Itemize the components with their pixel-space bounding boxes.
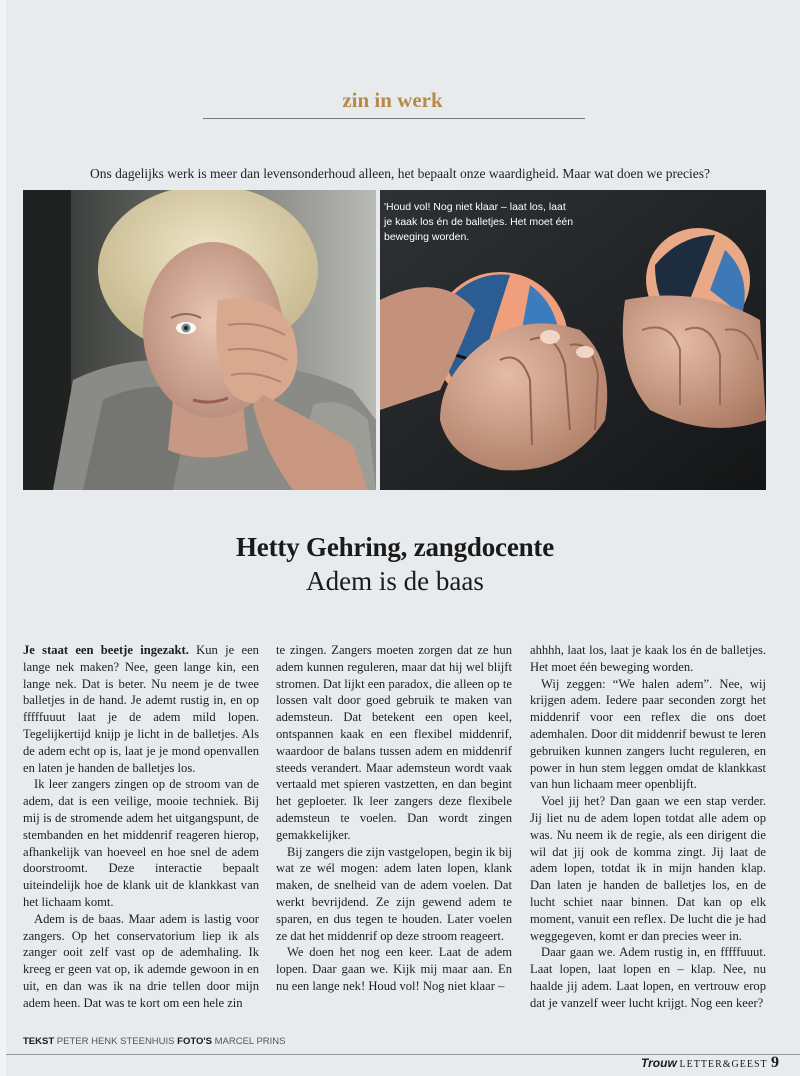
article-column-2 bbox=[276, 642, 512, 995]
credit-author: PETER HENK STEENHUIS bbox=[56, 1036, 175, 1047]
page-edge bbox=[0, 0, 6, 1076]
page-number: 9 bbox=[771, 1054, 779, 1071]
photo-caption: 'Houd vol! Nog niet klaar – laat los, laat je kaak los én de balletjes. Het moet één beweging worden. bbox=[384, 201, 574, 243]
article-headline: Hetty Gehring, zangdocente bbox=[236, 532, 554, 562]
portrait-photo bbox=[23, 190, 376, 490]
paragraph bbox=[23, 642, 259, 776]
article-column-3 bbox=[530, 642, 766, 1012]
intro-text: Ons dagelijks werk is meer dan levensonderhoud alleen, het bepaalt onze waardigheid. Maar wat doen we precies? bbox=[89, 166, 710, 181]
paragraph: ahhhh, laat los, laat je kaak los én de balletjes. Het moet één beweging worden. bbox=[530, 643, 766, 674]
footer-rule bbox=[6, 1054, 800, 1055]
paragraph: te zingen. Zangers moeten zorgen dat ze hun adem kunnen reguleren, maar dat hij wel blijft stromen. Dat lijkt een paradox, die alleen op te lossen valt door goed gebruik te maken van ademsteun. Dat betekent een open keel, ontspannen kaak en een flexibel middenrif, waardoor de balans tussen adem en middenrif steeds verandert. Maar ademsteun wordt vaak vertaald met spieren vastzetten, en dan begint het geploeter. Ik leer zangers deze flexibele ademsteun te voelen. Dan wordt zingen gemakkelijker. bbox=[276, 643, 512, 842]
lead-in: Je staat een beetje ingezakt. bbox=[23, 643, 189, 657]
paragraph: Adem is de baas. Maar adem is lastig voor zangers. Op het conservatorium liep ik als zanger ooit zelf vast op de ademhaling. Ik kreeg er geen vat op, ik ademde gewoon in en uit, en dan was ik na drie tellen door mijn adem heen. Dat was te kort om een hele zin bbox=[23, 911, 259, 1010]
paragraph: Wij zeggen: “We halen adem”. Nee, wij krijgen adem. Iedere paar seconden zorgt het middenrif voor een reflex die ons doet ademhalen. Door dit middenrif bewust te leren gebruiken kunnen zangers lucht reguleren, en power in hun stem leggen omdat de klankkast van hun lichaam meer openblijft. bbox=[530, 676, 766, 792]
paragraph: Daar gaan we. Adem rustig in, en fffffuuut. Laat lopen, laat lopen en – klap. Nee, nu haalde jij adem. Laat lopen, en vertrouw erop dat je vanzelf weer lucht krijgt. Nog een keer? bbox=[530, 945, 766, 1010]
photo-text-credits bbox=[23, 1036, 286, 1047]
paragraph: Bij zangers die zijn vastgelopen, begin ik bij wat ze wél mogen: adem laten lopen, klank maken, de snelheid van de adem voelen. Dat werkt bevrijdend. Ze zijn gewend adem te sparen, en dus tegen te houden. Later voelen ze dat het middenrif op deze stroom reageert. bbox=[276, 844, 512, 943]
paragraph: Voel jij het? Dan gaan we een stap verder. Jij liet nu de adem lopen totdat alle adem op was. Nu neem ik de regie, als een dirigent die wil dat jij ook de komma zingt. Jij laat de adem lopen, totdat ik in mijn handen klap. Dan laten je handen de balletjes los, en de lucht schiet naar binnen. Dat kan op elk moment, vanuit een reflex. De lucht die je had weggegeven, komt er dan precies weer in. bbox=[530, 794, 766, 943]
section-rule bbox=[203, 118, 585, 119]
paragraph: We doen het nog een keer. Laat de adem lopen. Daar gaan we. Kijk mij maar aan. En nu een lange nek! Houd vol! Nog niet klaar – bbox=[276, 945, 512, 993]
credit-label-text: TEKST bbox=[23, 1036, 55, 1047]
section-title: zin in werk bbox=[342, 88, 443, 112]
credit-label-photo: FOTO'S bbox=[177, 1036, 212, 1047]
credit-photographer: MARCEL PRINS bbox=[214, 1036, 286, 1047]
paragraph-text: Kun je een lange nek maken? Nee, geen lange kin, een lange nek. Dat is beter. Nu neem je de twee balletjes in de hand. Je ademt rustig in, en op fffffuuut laat je de adem mild lopen. Tegelijkertijd knijp je licht in de balletjes. Als de adem echt op is, laat je je mond openvallen en laten je handen de balletjes los. bbox=[23, 643, 259, 775]
article-column-1 bbox=[23, 642, 259, 1012]
article-subhead: Adem is de baas bbox=[306, 566, 484, 596]
paragraph: Ik leer zangers zingen op de stroom van de adem, dat is een veilige, mooie techniek. Bij mij is de stromende adem het uitgangspunt, de stembanden en het middenrif reageren hierop, afhankelijk van hoeveel en hoe snel de adem doorstroomt. Deze interactie bepaalt uiteindelijk hoe de klank uit de klankkast van het lichaam komt. bbox=[23, 777, 259, 909]
brand-logo: Trouw bbox=[641, 1056, 677, 1070]
footer-brand bbox=[641, 1056, 768, 1070]
supplement-name: LETTER&GEEST bbox=[679, 1059, 768, 1070]
